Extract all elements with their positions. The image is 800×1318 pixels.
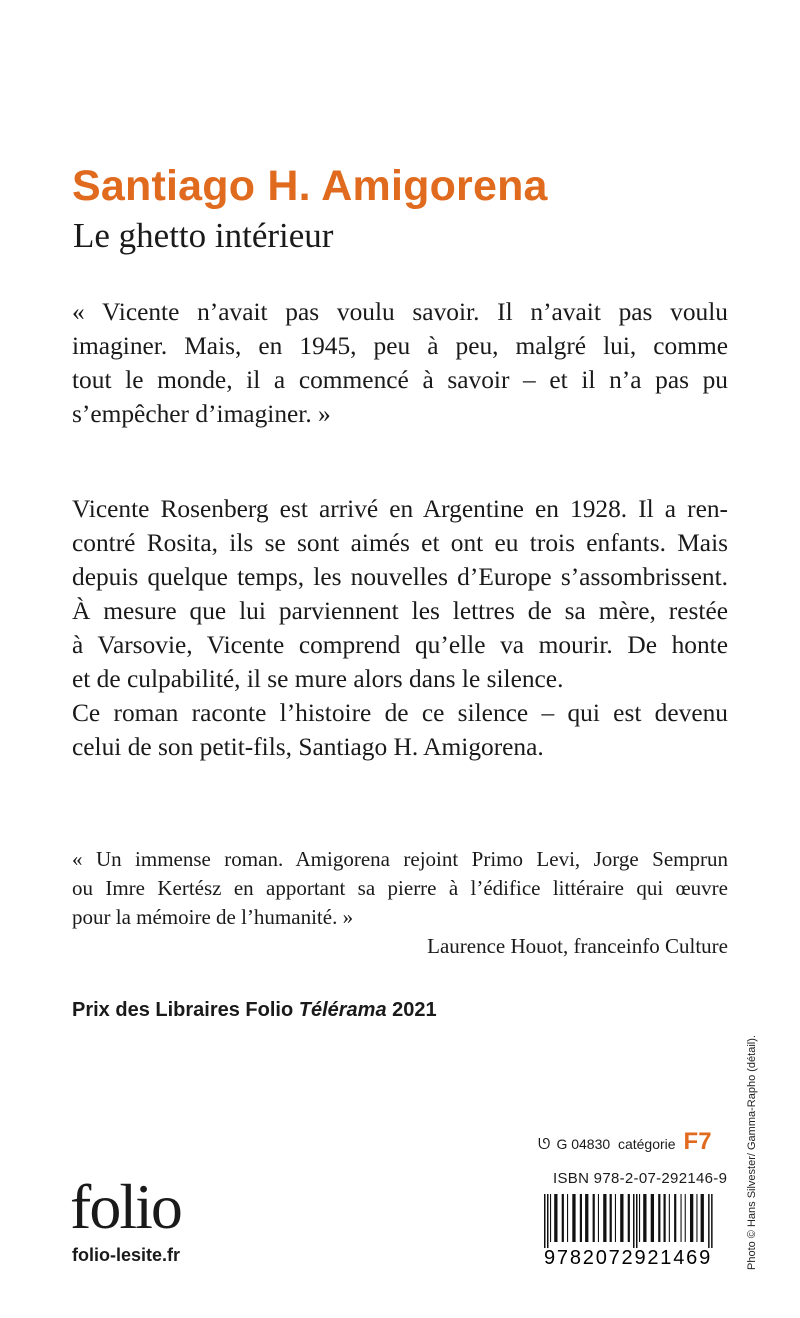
barcode-bar <box>636 1194 638 1248</box>
review-line: pour la mémoire de l’humanité. » <box>72 905 354 929</box>
barcode-bar <box>603 1194 606 1242</box>
quote-line: tout le monde, il a commencé à savoir – et il n’a pas pu <box>72 366 728 394</box>
barcode-bar <box>610 1194 612 1242</box>
opening-quote <box>72 295 728 431</box>
barcode-bar <box>544 1194 546 1248</box>
barcode-bar <box>696 1194 697 1242</box>
summary-line: contré Rosita, ils se sont aimés et ont eu trois enfants. Mais <box>72 529 728 557</box>
folio-logo: folio <box>70 1171 181 1242</box>
barcode <box>530 1192 730 1267</box>
prize-year: 2021 <box>386 999 437 1021</box>
barcode-bar <box>547 1194 549 1248</box>
review-line: ou Imre Kertész en apportant sa pierre à l’édifice littéraire qui œuvre <box>72 876 728 900</box>
review-line: « Un immense roman. Amigorena rejoint Primo Levi, Jorge Semprun <box>72 847 728 871</box>
photo-credit: Photo © Hans Silvester/ Gamma-Rapho (détail). <box>746 1035 758 1270</box>
barcode-bar <box>633 1194 635 1248</box>
barcode-bar <box>711 1194 713 1248</box>
barcode-bar <box>643 1194 646 1242</box>
barcode-bar <box>669 1194 670 1242</box>
barcode-bar <box>562 1194 564 1242</box>
barcode-bar <box>580 1194 582 1242</box>
book-title: Le ghetto intérieur <box>73 216 334 255</box>
barcode-bar <box>685 1194 686 1242</box>
barcode-bar <box>658 1194 660 1242</box>
barcode-bar <box>690 1194 693 1242</box>
barcode-bar <box>651 1194 654 1242</box>
barcode-digits: 9782072921469 <box>544 1247 712 1267</box>
website-link[interactable]: folio-lesite.fr <box>72 1245 181 1265</box>
barcode-bar <box>639 1194 640 1242</box>
prize-line <box>72 999 437 1022</box>
barcode-bar <box>572 1194 575 1242</box>
review-source: Laurence Houot, franceinfo Culture <box>427 934 728 958</box>
barcode-bar <box>615 1194 616 1242</box>
barcode-bar <box>681 1194 682 1242</box>
summary-line: À mesure que lui parviennent les lettres de sa mère, restée <box>72 597 728 625</box>
barcode-bar <box>585 1194 588 1242</box>
summary-line: Ce roman raconte l’histoire de ce silence – qui est devenu <box>72 699 728 727</box>
category-label: catégorie <box>617 1136 676 1152</box>
barcode-bar <box>708 1194 710 1248</box>
book-summary <box>72 492 728 764</box>
category-code: F7 <box>683 1128 712 1155</box>
quote-line: s’empêcher d’imaginer. » <box>72 400 331 428</box>
prize-prefix: Prix des Libraires Folio <box>72 999 299 1021</box>
summary-line: depuis quelque temps, les nouvelles d’Europe s’assombrissent. <box>72 563 728 591</box>
barcode-bar <box>664 1194 666 1242</box>
barcode-bar <box>567 1194 568 1242</box>
press-review <box>72 845 728 961</box>
summary-line: et de culpabilité, il se mure alors dans le silence. <box>72 665 564 693</box>
barcode-bar <box>701 1194 704 1242</box>
barcode-bar <box>593 1194 595 1242</box>
isbn: ISBN 978-2-07-292146-9 <box>553 1170 728 1187</box>
prize-magazine: Télérama <box>298 999 387 1021</box>
quote-line: « Vicente n’avait pas voulu savoir. Il n’avait pas voulu <box>72 298 728 326</box>
summary-line: à Varsovie, Vicente comprend qu’elle va mourir. De honte <box>72 631 728 659</box>
barcode-bar <box>674 1194 676 1242</box>
summary-line: celui de son petit-fils, Santiago H. Amigorena. <box>72 733 544 761</box>
barcode-bar <box>598 1194 599 1242</box>
barcode-bar <box>620 1194 623 1242</box>
product-code-row <box>538 1128 712 1156</box>
barcode-bar <box>628 1194 630 1242</box>
barcode-bars <box>544 1194 713 1248</box>
barcode-bar <box>554 1194 557 1242</box>
folio-mark-icon: ᘎ <box>538 1136 551 1153</box>
summary-line: Vicente Rosenberg est arrivé en Argentine en 1928. Il a ren- <box>72 495 728 523</box>
barcode-bar <box>550 1194 551 1242</box>
quote-line: imaginer. Mais, en 1945, peu à peu, malgré lui, comme <box>72 332 728 360</box>
product-code: G 04830 <box>556 1136 611 1152</box>
author-name: Santiago H. Amigorena <box>72 162 548 210</box>
